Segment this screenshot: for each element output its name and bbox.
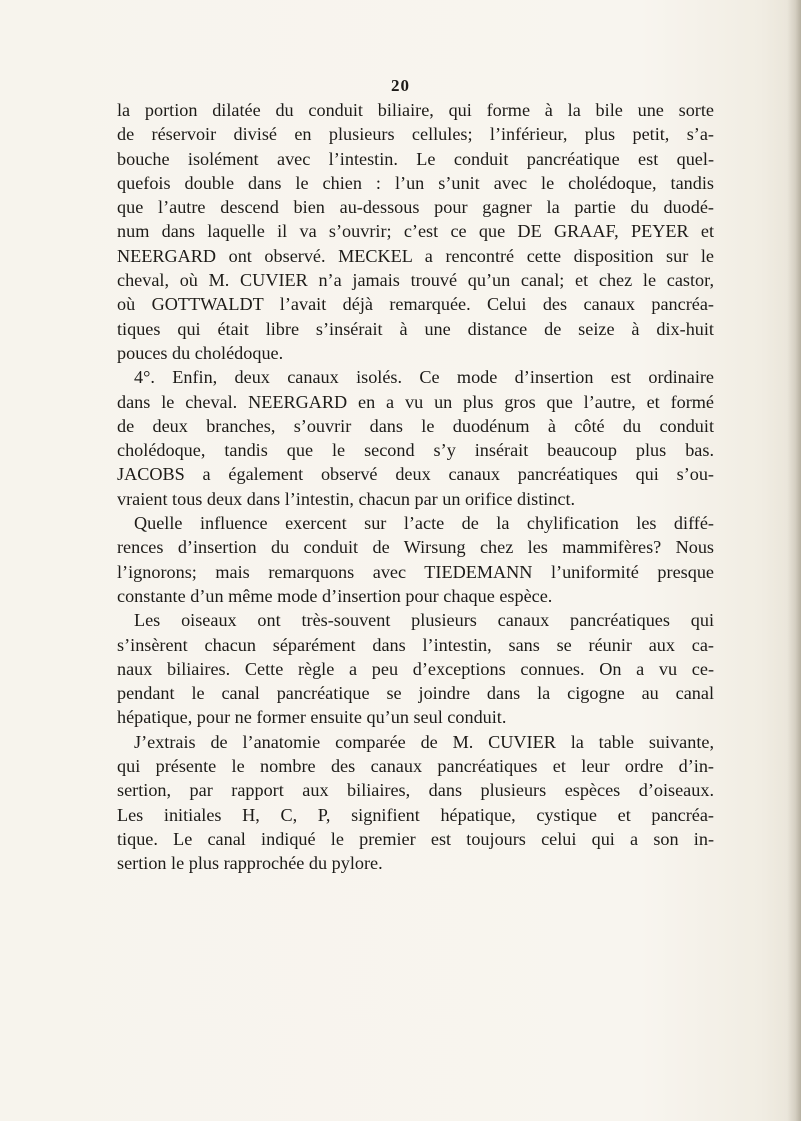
text-line: dans le cheval. NEERGARD en a vu un plus gros que l’autre, et formé [117,391,714,412]
text-line: rences d’insertion du conduit de Wirsung chez les mammifères? Nous [117,537,714,558]
text-line: JACOBS a également observé deux canaux pancréatiques qui s’ou- [117,464,714,485]
page-number: 20 [391,76,410,95]
text-line: sertion le plus rapprochée du pylore. [117,853,383,874]
text-line: Les initiales H, C, P, signifient hépatique, cystique et pancréa- [117,804,714,825]
text-line: vraient tous deux dans l’intestin, chacun par un orifice distinct. [117,488,576,509]
body-text [117,98,714,876]
text-line: la portion dilatée du conduit biliaire, qui forme à la bile une sorte [117,100,714,120]
text-line: hépatique, pour ne former ensuite qu’un seul conduit. [117,707,507,728]
text-line: s’insèrent chacun séparément dans l’intestin, sans se réunir aux ca- [117,634,714,655]
text-line: Quelle influence exercent sur l’acte de la chylification les diffé- [134,513,714,534]
text-line: qui présente le nombre des canaux pancréatiques et leur ordre d’in- [117,756,714,777]
text-line: 4°. Enfin, deux canaux isolés. Ce mode d’insertion est ordinaire [134,367,714,388]
text-line: constante d’un même mode d’insertion pour chaque espèce. [117,585,553,606]
text-line: pouces du cholédoque. [117,342,284,363]
text-line: sertion, par rapport aux biliaires, dans plusieurs espèces d’oiseaux. [117,780,714,801]
text-line: où GOTTWALDT l’avait déjà remarquée. Celui des canaux pancréa- [117,294,714,315]
text-line: l’ignorons; mais remarquons avec TIEDEMANN l’uniformité presque [117,561,714,582]
text-line: de réservoir divisé en plusieurs cellules; l’inférieur, plus petit, s’a- [117,124,714,145]
text-line: NEERGARD ont observé. MECKEL a rencontré cette disposition sur le [117,245,714,266]
text-line: J’extrais de l’anatomie comparée de M. CUVIER la table suivante, [134,731,714,752]
text-line: pendant le canal pancréatique se joindre dans la cigogne au canal [117,683,714,704]
text-line: Les oiseaux ont très-souvent plusieurs canaux pancréatiques qui [134,610,714,631]
text-line: de deux branches, s’ouvrir dans le duodénum à côté du conduit [117,415,714,436]
text-line: naux biliaires. Cette règle a peu d’exceptions connues. On a vu ce- [117,658,714,679]
text-line: cholédoque, tandis que le second s’y insérait beaucoup plus bas. [117,440,714,461]
page-edge-shadow [787,0,801,1121]
text-line: tique. Le canal indiqué le premier est toujours celui qui a son in- [117,828,714,849]
text-line: que l’autre descend bien au-dessous pour gagner la partie du duodé- [117,197,714,218]
text-line: bouche isolément avec l’intestin. Le conduit pancréatique est quel- [117,148,714,169]
text-line: cheval, où M. CUVIER n’a jamais trouvé qu’un canal; et chez le castor, [117,270,714,291]
text-line: num dans laquelle il va s’ouvrir; c’est ce que DE GRAAF, PEYER et [117,221,714,242]
text-line: tiques qui était libre s’insérait à une distance de seize à dix-huit [117,318,714,339]
text-line: quefois double dans le chien : l’un s’unit avec le cholédoque, tandis [117,172,714,193]
